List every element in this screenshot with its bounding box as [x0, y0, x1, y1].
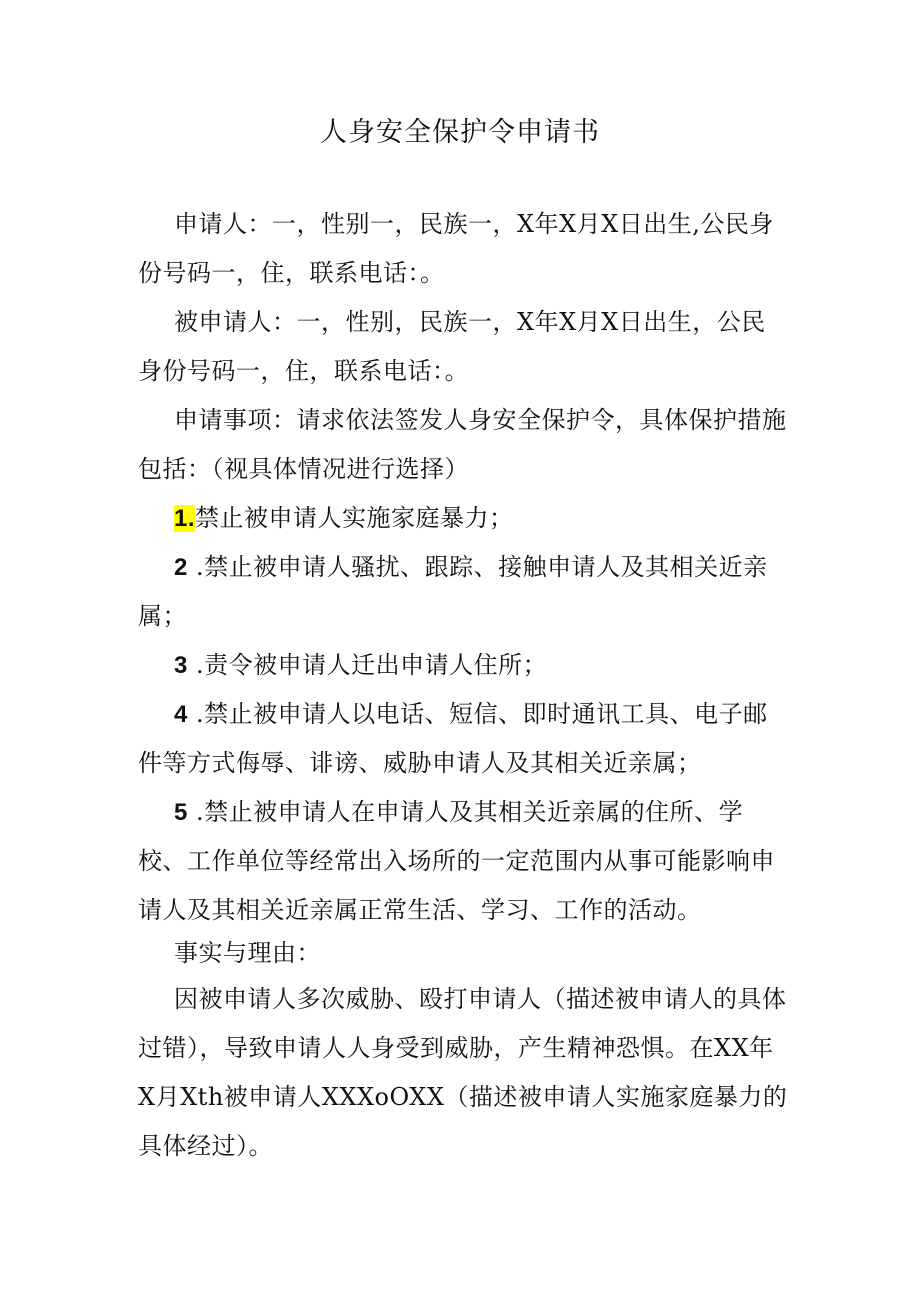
measure-item-4 [138, 690, 788, 788]
respondent-paragraph: 被申请人：一，性别，民族一，X年X月X日出生，公民身份号码一，住，联系电话：。 [138, 308, 766, 385]
measure-number-1: 1. [174, 505, 196, 532]
measure-item-2 [138, 543, 788, 641]
measure-item-3 [138, 641, 788, 690]
measure-number-4: 4 [174, 701, 188, 728]
measure-text-3: .责令被申请人迁出申请人住所； [187, 651, 548, 679]
measure-text-4: .禁止被申请人以电话、短信、即时通讯工具、电子邮件等方式侮辱、诽谤、威胁申请人及其相关近亲属； [138, 700, 768, 777]
facts-heading: 事实与理由： [174, 939, 321, 967]
measure-item-1 [138, 494, 788, 543]
measure-number-3: 3 [174, 652, 188, 679]
measure-item-5 [138, 788, 788, 935]
applicant-paragraph: 申请人：一，性别一，民族一，X年X月X日出生,公民身份号码一，住，联系电话：。 [138, 210, 774, 287]
measure-number-2: 2 [174, 554, 188, 581]
measure-text-2: .禁止被申请人骚扰、跟踪、接触申请人及其相关近亲属； [138, 553, 768, 630]
measure-text-5: .禁止被申请人在申请人及其相关近亲属的住所、学校、工作单位等经常出入场所的一定范围内从事可能影响申请人及其相关近亲属正常生活、学习、工作的活动。 [138, 798, 775, 924]
request-paragraph: 申请事项：请求依法签发人身安全保护令，具体保护措施包括：（视具体情况进行选择） [138, 406, 787, 483]
measure-text-1: 禁止被申请人实施家庭暴力； [195, 504, 514, 532]
document-title: 人身安全保护令申请书 [320, 117, 600, 148]
measure-number-5: 5 [174, 799, 188, 826]
facts-paragraph: 因被申请人多次威胁、殴打申请人（描述被申请人的具体过错），导致申请人人身受到威胁，产生精神恐惧。在XX年X月Xth被申请人XXXoOXX（描述被申请人实施家庭暴力的具体经过）。 [138, 985, 788, 1160]
